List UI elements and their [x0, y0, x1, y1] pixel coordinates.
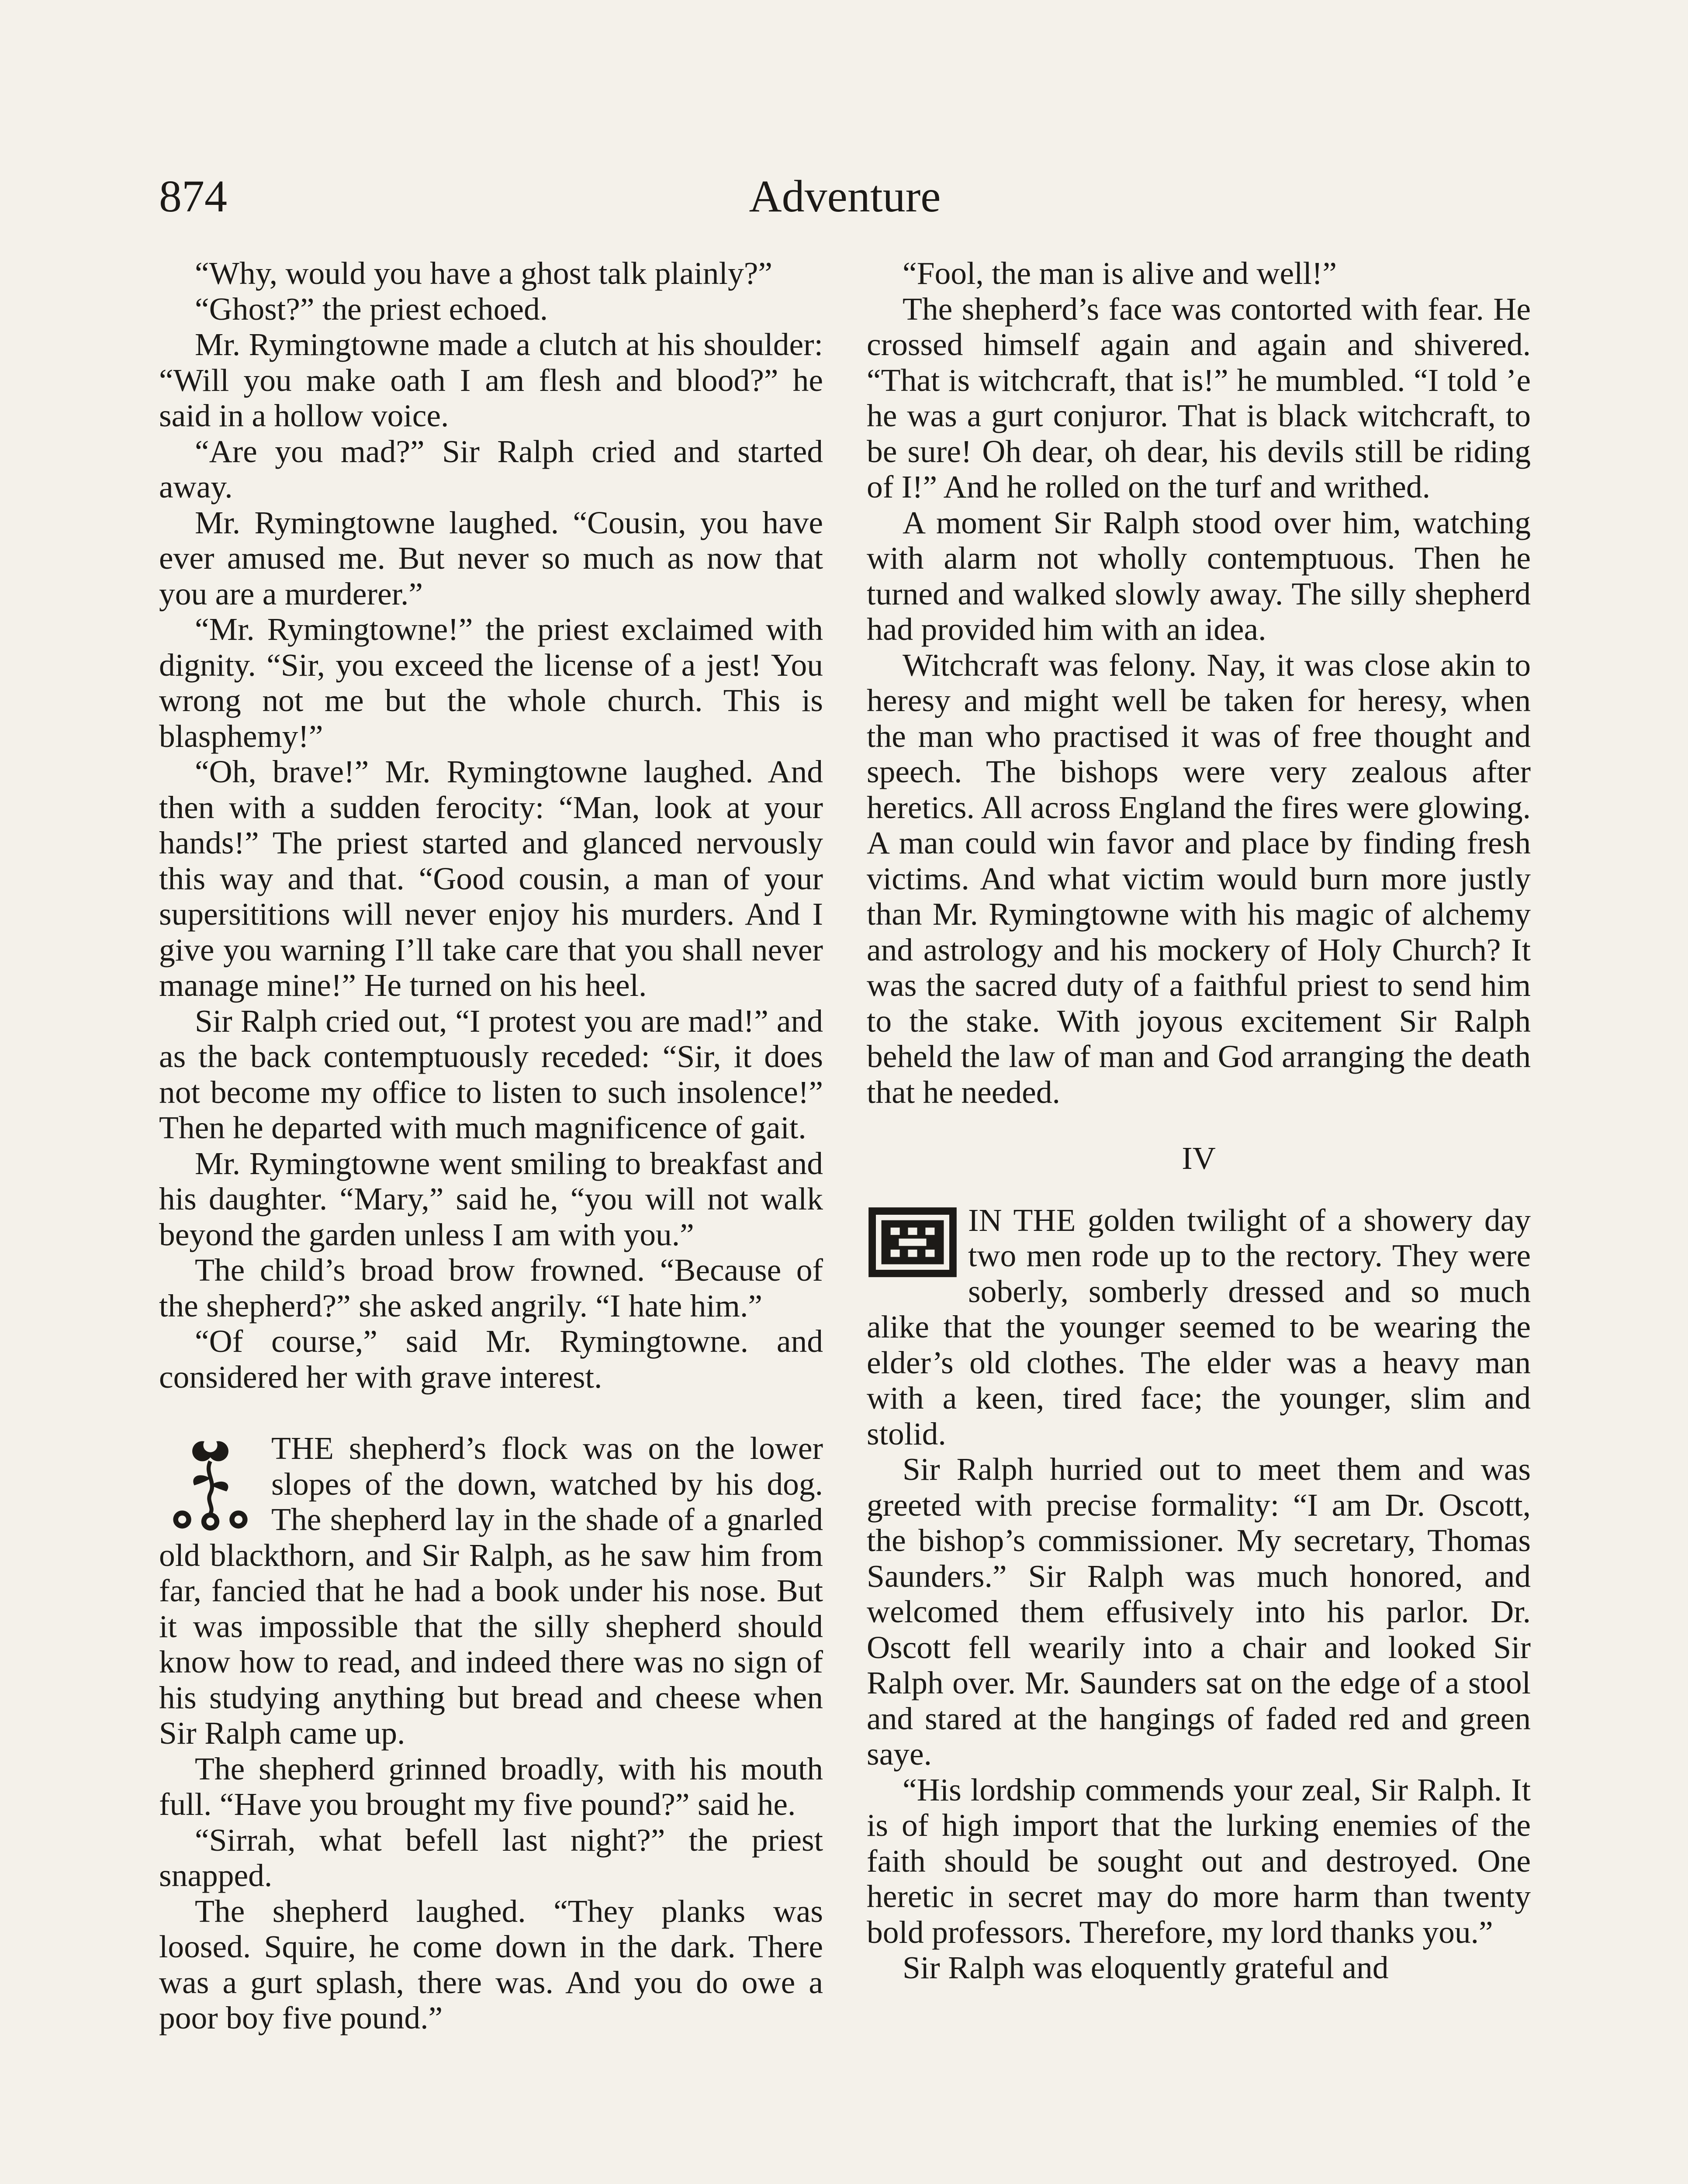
paragraph: A moment Sir Ralph stood over him, watching with alarm not wholly contemptuous. Then he turned and walked slowly away. The silly shepherd had provided him with an idea.: [867, 505, 1531, 647]
paragraph: Witchcraft was felony. Nay, it was close akin to heresy and might well be taken for heresy, when the man who practised it was of free thought and speech. The bishops were very zealous after heretics. All across England the fires were glowing. A man could win favor and place by finding fresh victims. And what victim would burn more justly than Mr. Rymingtowne with his magic of alchemy and astrology and his mockery of Holy Church? It was the sacred duty of a faithful priest to send him to the stake. With joyous excitement Sir Ralph beheld the law of man and God arranging the death that he needed.: [867, 647, 1531, 1110]
dropcap-paragraph: IN THE golden twilight of a showery day two men rode up to the rectory. They were soberly, somberly dressed and so much alike that the younger seemed to be wearing the elder’s old clothes. The elder was a heavy man with a keen, tired face; the younger, slim and stolid.: [867, 1202, 1531, 1451]
paragraph: “Mr. Rymingtowne!” the priest exclaimed with dignity. “Sir, you exceed the license of a jest! You wrong not me but the whole church. This is blasphemy!”: [159, 612, 823, 754]
page-number: 874: [159, 171, 227, 221]
paragraph: “Fool, the man is alive and well!”: [903, 256, 1337, 291]
paragraph: The child’s broad brow frowned. “Because of the shepherd?” she asked angrily. “I hate him.”: [159, 1252, 823, 1324]
paragraph: The shepherd laughed. “They planks was loosed. Squire, he come down in the dark. There was a gurt splash, there was. And you do owe a poor boy five pound.”: [159, 1893, 823, 2035]
paragraph: “Oh, brave!” Mr. Rymingtowne laughed. And then with a sudden ferocity: “Man, look at your hands!” The priest started and glanced nervously this way and that. “Good cousin, a man of your supersititions will never enjoy his murders. And I give you warning I’ll take care that you shall never manage mine!” He turned on his heel.: [159, 754, 823, 1003]
dropcap-paragraph: THE shepherd’s flock was on the lower slopes of the down, watched by his dog. The shepherd lay in the shade of a gnarled old blackthorn, and Sir Ralph, as he saw him from far, fancied that he had a book under his nose. But it was impossible that the silly shepherd should know how to read, and indeed there was no sign of his studying anything but bread and cheese when Sir Ralph came up.: [159, 1431, 823, 1751]
paragraph: “Sirrah, what befell last night?” the priest snapped.: [159, 1822, 823, 1893]
paragraph: Sir Ralph cried out, “I protest you are mad!” and as the back contemptuously receded: “Sir, it does not become my office to listen to such insolence!” Then he departed with much magnificence of gait.: [159, 1003, 823, 1145]
ornamental-block-icon: [867, 1205, 958, 1279]
floral-ornament-icon: [159, 1433, 262, 1534]
paragraph: “Of course,” said Mr. Rymingtowne. and considered her with grave interest.: [159, 1324, 823, 1395]
paragraph: Sir Ralph was eloquently grateful and: [903, 1950, 1389, 1985]
section-break: [159, 1395, 823, 1431]
paragraph: The shepherd’s face was contorted with fear. He crossed himself again and again and shivered. “That is witchcraft, that is!” he mumbled. “I told ’e he was a gurt conjuror. That is black witchcraft, to be sure! Oh dear, oh dear, his devils still be riding of I!” And he rolled on the turf and writhed.: [867, 291, 1531, 505]
page-header: [159, 166, 1531, 227]
paragraph: “Why, would you have a ghost talk plainly?”: [195, 256, 772, 291]
paragraph: Sir Ralph hurried out to meet them and was greeted with precise formality: “I am Dr. Oscott, the bishop’s commissioner. My secretary, Thomas Saunders.” Sir Ralph was much honored, and welcomed them effusively into his parlor. Dr. Oscott fell wearily into a chair and looked Sir Ralph over. Mr. Saunders sat on the edge of a stool and stared at the hangings of faded red and green saye.: [867, 1451, 1531, 1772]
paragraph: “Ghost?” the priest echoed.: [195, 291, 548, 327]
right-column: [867, 256, 1531, 1986]
section-numeral: IV: [1182, 1140, 1216, 1176]
paragraph: Mr. Rymingtowne went smiling to breakfast and his daughter. “Mary,” said he, “you will not walk beyond the garden unless I am with you.”: [159, 1145, 823, 1252]
paragraph: Mr. Rymingtowne laughed. “Cousin, you have ever amused me. But never so much as now that you are a murderer.”: [159, 505, 823, 612]
paragraph: Mr. Rymingtowne made a clutch at his shoulder: “Will you make oath I am flesh and blood?” he said in a hollow voice.: [159, 327, 823, 433]
paragraph: The shepherd grinned broadly, with his mouth full. “Have you brought my five pound?” said he.: [159, 1751, 823, 1822]
left-column: [159, 256, 823, 2036]
paragraph: “Are you mad?” Sir Ralph cried and started away.: [159, 433, 823, 505]
running-title: Adventure: [749, 171, 941, 221]
paragraph: “His lordship commends your zeal, Sir Ralph. It is of high import that the lurking enemies of the faith should be sought out and destroyed. One heretic in secret may do more harm than twenty bold professors. Therefore, my lord thanks you.”: [867, 1772, 1531, 1950]
